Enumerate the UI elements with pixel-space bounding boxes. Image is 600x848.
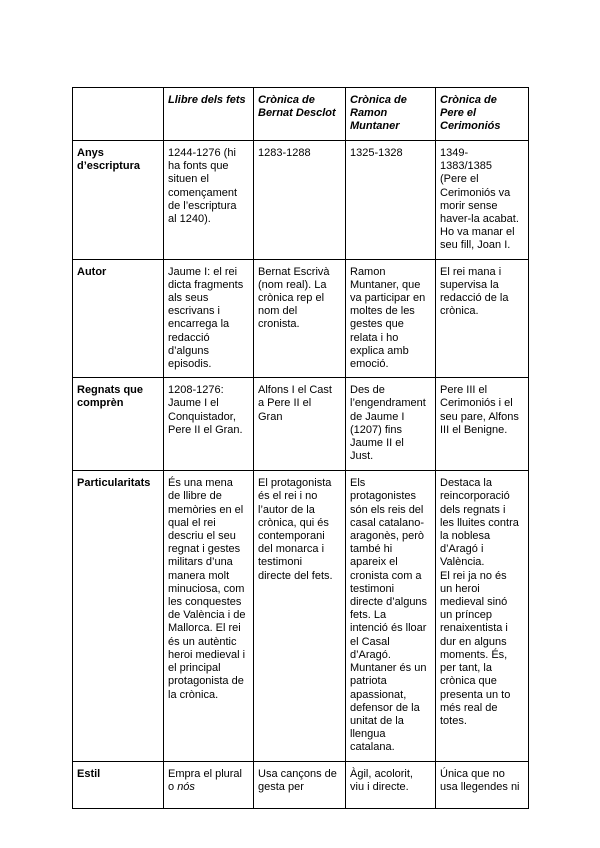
row-header-anys-escriptura: Anys d’escriptura	[73, 141, 164, 260]
cell-line: o nós	[168, 780, 195, 793]
table-cell	[254, 761, 346, 808]
table-cell	[346, 259, 436, 378]
cell-line: casal catalano-	[350, 516, 424, 529]
cell-line: presenta un to	[440, 688, 511, 701]
cell-line: reincorporació	[440, 490, 510, 503]
table-cell	[164, 378, 254, 471]
cell-line: de València i de	[168, 609, 246, 622]
cell-line: minuciosa, com	[168, 582, 245, 595]
cell-line: la noblesa	[440, 530, 491, 543]
cell-line: Jaume I el	[168, 397, 219, 410]
cell-line: Alfons I el Cast	[258, 384, 332, 397]
cell-line: d’alguns	[168, 344, 209, 357]
cell-line: encarrega la	[168, 318, 230, 331]
cell-line: Jaume I: el rei	[168, 265, 238, 278]
table-cell	[436, 378, 529, 471]
table-cell	[346, 471, 436, 761]
table-cell	[346, 378, 436, 471]
table-row	[73, 259, 529, 378]
cell-line: de l’escriptura	[168, 199, 237, 212]
cell-line: heroi medieval i	[168, 648, 246, 661]
cell-line: moments. És,	[440, 648, 508, 661]
cell-line: Mallorca. El rei	[168, 622, 241, 635]
row-header-particularitats: Particularitats	[73, 471, 164, 761]
cell-line: dels regnats i	[440, 503, 506, 516]
cell-line: relata i ho	[350, 331, 399, 344]
column-header-muntaner	[346, 88, 436, 141]
cell-line: Bernat Escrivà	[258, 265, 330, 278]
cell-line: Muntaner és un	[350, 662, 427, 675]
cell-line: Usa cançons de	[258, 767, 337, 780]
cell-line: medieval sinó	[440, 596, 508, 609]
cell-line: 1383/1385	[440, 160, 492, 173]
table-row	[73, 471, 529, 761]
cell-line: viu i directe.	[350, 780, 409, 793]
cell-line: 1349-	[440, 147, 469, 159]
cell-line: redacció	[168, 331, 210, 344]
cell-line: Pere el	[440, 107, 477, 120]
cell-line: aragonès, però	[350, 530, 424, 543]
cell-line: Única que no	[440, 767, 505, 780]
cell-line: Crònica de	[440, 94, 497, 106]
cell-line: gesta per	[258, 780, 304, 793]
table-header-row	[73, 88, 529, 141]
cell-line: escrivans i	[168, 305, 220, 318]
table-cell	[254, 378, 346, 471]
cell-line: 1325-1328	[350, 147, 403, 159]
cell-line: manera molt	[168, 569, 230, 582]
table-cell	[346, 761, 436, 808]
cell-line: seu fill, Joan I.	[440, 239, 511, 252]
cell-line: dur en alguns	[440, 635, 507, 648]
cell-line: apassionat,	[350, 688, 407, 701]
table-row	[73, 761, 529, 808]
cell-line: són els reis del	[350, 503, 424, 516]
cell-line: apareix el	[350, 556, 398, 569]
cell-line: Muntaner	[350, 120, 400, 133]
cell-line: Muntaner, que	[350, 278, 421, 291]
cell-line: intenció és lloar	[350, 622, 427, 635]
table-cell	[164, 761, 254, 808]
table-cell	[254, 471, 346, 761]
cell-line: d’Aragó.	[350, 648, 391, 661]
cell-line: directe del fets.	[258, 569, 333, 582]
cell-line: redacció de la	[440, 292, 509, 305]
cell-line: emoció.	[350, 358, 389, 371]
cell-line: És una mena	[168, 477, 233, 490]
cell-line: Conquistador,	[168, 410, 236, 423]
cell-line: ha fonts que	[168, 160, 229, 173]
cell-line: (Pere el	[440, 173, 479, 186]
cell-line: nom del	[258, 305, 298, 318]
cell-line: Des de	[350, 384, 385, 397]
cell-line: el Casal	[350, 635, 390, 648]
cell-line: Gran	[258, 410, 283, 423]
cell-line: testimoni	[350, 582, 395, 595]
cell-line: als seus	[168, 292, 209, 305]
column-header-desclot	[254, 88, 346, 141]
cell-line: de llibre de	[168, 490, 222, 503]
cell-line: (nom real). La	[258, 278, 327, 291]
table-cell	[164, 141, 254, 260]
cell-line: Pere III el	[440, 384, 488, 397]
cell-line: testimoni	[258, 556, 303, 569]
column-header-llibre-dels-fets	[164, 88, 254, 141]
cell-line: regnat i gestes	[168, 543, 241, 556]
cell-line: Ramon	[350, 107, 388, 120]
cell-line: qual el rei	[168, 516, 216, 529]
cell-line: 1208-1276:	[168, 384, 224, 397]
cell-line: situen el	[168, 173, 209, 186]
column-header-pere-cerimonios	[436, 88, 529, 141]
cell-line: cronista.	[258, 318, 300, 331]
cell-line: va participar en	[350, 292, 426, 305]
table-row	[73, 378, 529, 471]
cell-line: Ramon	[350, 265, 386, 278]
cell-line: haver-la acabat.	[440, 213, 519, 226]
cell-line: Ho va manar el	[440, 226, 515, 239]
cell-line: Empra el plural	[168, 767, 242, 780]
table-cell	[164, 471, 254, 761]
cell-line: seu pare, Alfons	[440, 410, 519, 423]
cell-line: totes.	[440, 714, 467, 727]
row-header-autor: Autor	[73, 259, 164, 378]
cell-line: el principal	[168, 662, 221, 675]
cell-line: l’autor de la	[258, 503, 315, 516]
table-cell	[436, 259, 529, 378]
cell-line: episodis.	[168, 358, 212, 371]
cell-line: 1283-1288	[258, 147, 311, 159]
cell-line: crònica, qui és	[258, 516, 329, 529]
cell-line: crònica rep el	[258, 292, 325, 305]
cell-line: Just.	[350, 450, 374, 463]
cell-line: per tant, la	[440, 662, 492, 675]
cell-line: és el rei i no	[258, 490, 318, 503]
cell-line: descriu el seu	[168, 530, 236, 543]
cell-line: Crònica de	[350, 94, 407, 106]
cell-line: (1207) fins	[350, 423, 402, 436]
cell-line: començament	[168, 186, 238, 199]
chronicles-comparison-table	[72, 87, 529, 809]
row-header-regnats: Regnats que comprèn	[73, 378, 164, 471]
cell-line: usa llegendes ni	[440, 780, 520, 793]
cell-line: unitat de la	[350, 714, 404, 727]
cell-line: també hi	[350, 543, 393, 556]
cell-line: contemporani	[258, 530, 325, 543]
cell-line: 1244-1276 (hi	[168, 147, 236, 159]
table-cell	[436, 471, 529, 761]
cell-line: un heroi	[440, 582, 480, 595]
cell-line: El rei ja no és	[440, 569, 507, 582]
cell-line: defensor de la	[350, 701, 420, 714]
cell-line: Llibre dels fets	[168, 94, 246, 106]
cell-line: patriota	[350, 675, 387, 688]
cell-line: gestes que	[350, 318, 404, 331]
table-cell	[346, 141, 436, 260]
cell-line: morir sense	[440, 199, 498, 212]
cell-line: cronista com a	[350, 569, 422, 582]
cell-line: del monarca i	[258, 543, 325, 556]
cell-line: fets. La	[350, 609, 387, 622]
cell-line: crònica que	[440, 675, 497, 688]
cell-line: catalana.	[350, 741, 395, 754]
cell-line: les lluites contra	[440, 516, 519, 529]
cell-line: d’Aragó i	[440, 543, 484, 556]
cell-line: Els	[350, 477, 366, 490]
cell-line: Cerimoniós i el	[440, 397, 513, 410]
cell-line: les conquestes	[168, 596, 242, 609]
cell-line: renaixentista i	[440, 622, 508, 635]
cell-line: El protagonista	[258, 477, 332, 490]
table-cell	[254, 141, 346, 260]
cell-line: El rei mana i	[440, 265, 502, 278]
table-cell	[164, 259, 254, 378]
cell-line: Pere II el Gran.	[168, 423, 243, 436]
cell-line: protagonistes	[350, 490, 417, 503]
cell-line: Cerimoniós	[440, 120, 501, 133]
cell-line: supervisa la	[440, 278, 499, 291]
cell-line: Crònica de	[258, 94, 315, 106]
cell-line: memòries en el	[168, 503, 244, 516]
table-cell	[436, 761, 529, 808]
cell-line: Àgil, acolorit,	[350, 767, 413, 780]
cell-line: llengua	[350, 728, 386, 741]
table-cell	[436, 141, 529, 260]
cell-line: crònica.	[440, 305, 479, 318]
cell-line: la crònica.	[168, 688, 219, 701]
cell-line: és un autèntic	[168, 635, 237, 648]
header-corner-cell	[73, 88, 164, 141]
cell-line: moltes de les	[350, 305, 415, 318]
cell-line: de Jaume I	[350, 410, 405, 423]
cell-line: Cerimoniós va	[440, 186, 511, 199]
cell-line: al 1240).	[168, 213, 211, 226]
table-cell	[254, 259, 346, 378]
cell-line: III el Benigne.	[440, 423, 508, 436]
row-header-estil: Estil	[73, 761, 164, 808]
cell-line: Destaca la	[440, 477, 492, 490]
table-row	[73, 141, 529, 260]
cell-line: dicta fragments	[168, 278, 244, 291]
cell-line: més real de	[440, 701, 498, 714]
cell-line: militars d’una	[168, 556, 233, 569]
cell-line: un príncep	[440, 609, 492, 622]
cell-line: Jaume II el	[350, 437, 404, 450]
cell-line: l’engendrament	[350, 397, 426, 410]
cell-line: València.	[440, 556, 485, 569]
cell-line: Bernat Desclot	[258, 107, 336, 120]
cell-line: protagonista de	[168, 675, 244, 688]
cell-line: explica amb	[350, 344, 409, 357]
cell-line: a Pere II el	[258, 397, 312, 410]
cell-line: directe d’alguns	[350, 596, 428, 609]
